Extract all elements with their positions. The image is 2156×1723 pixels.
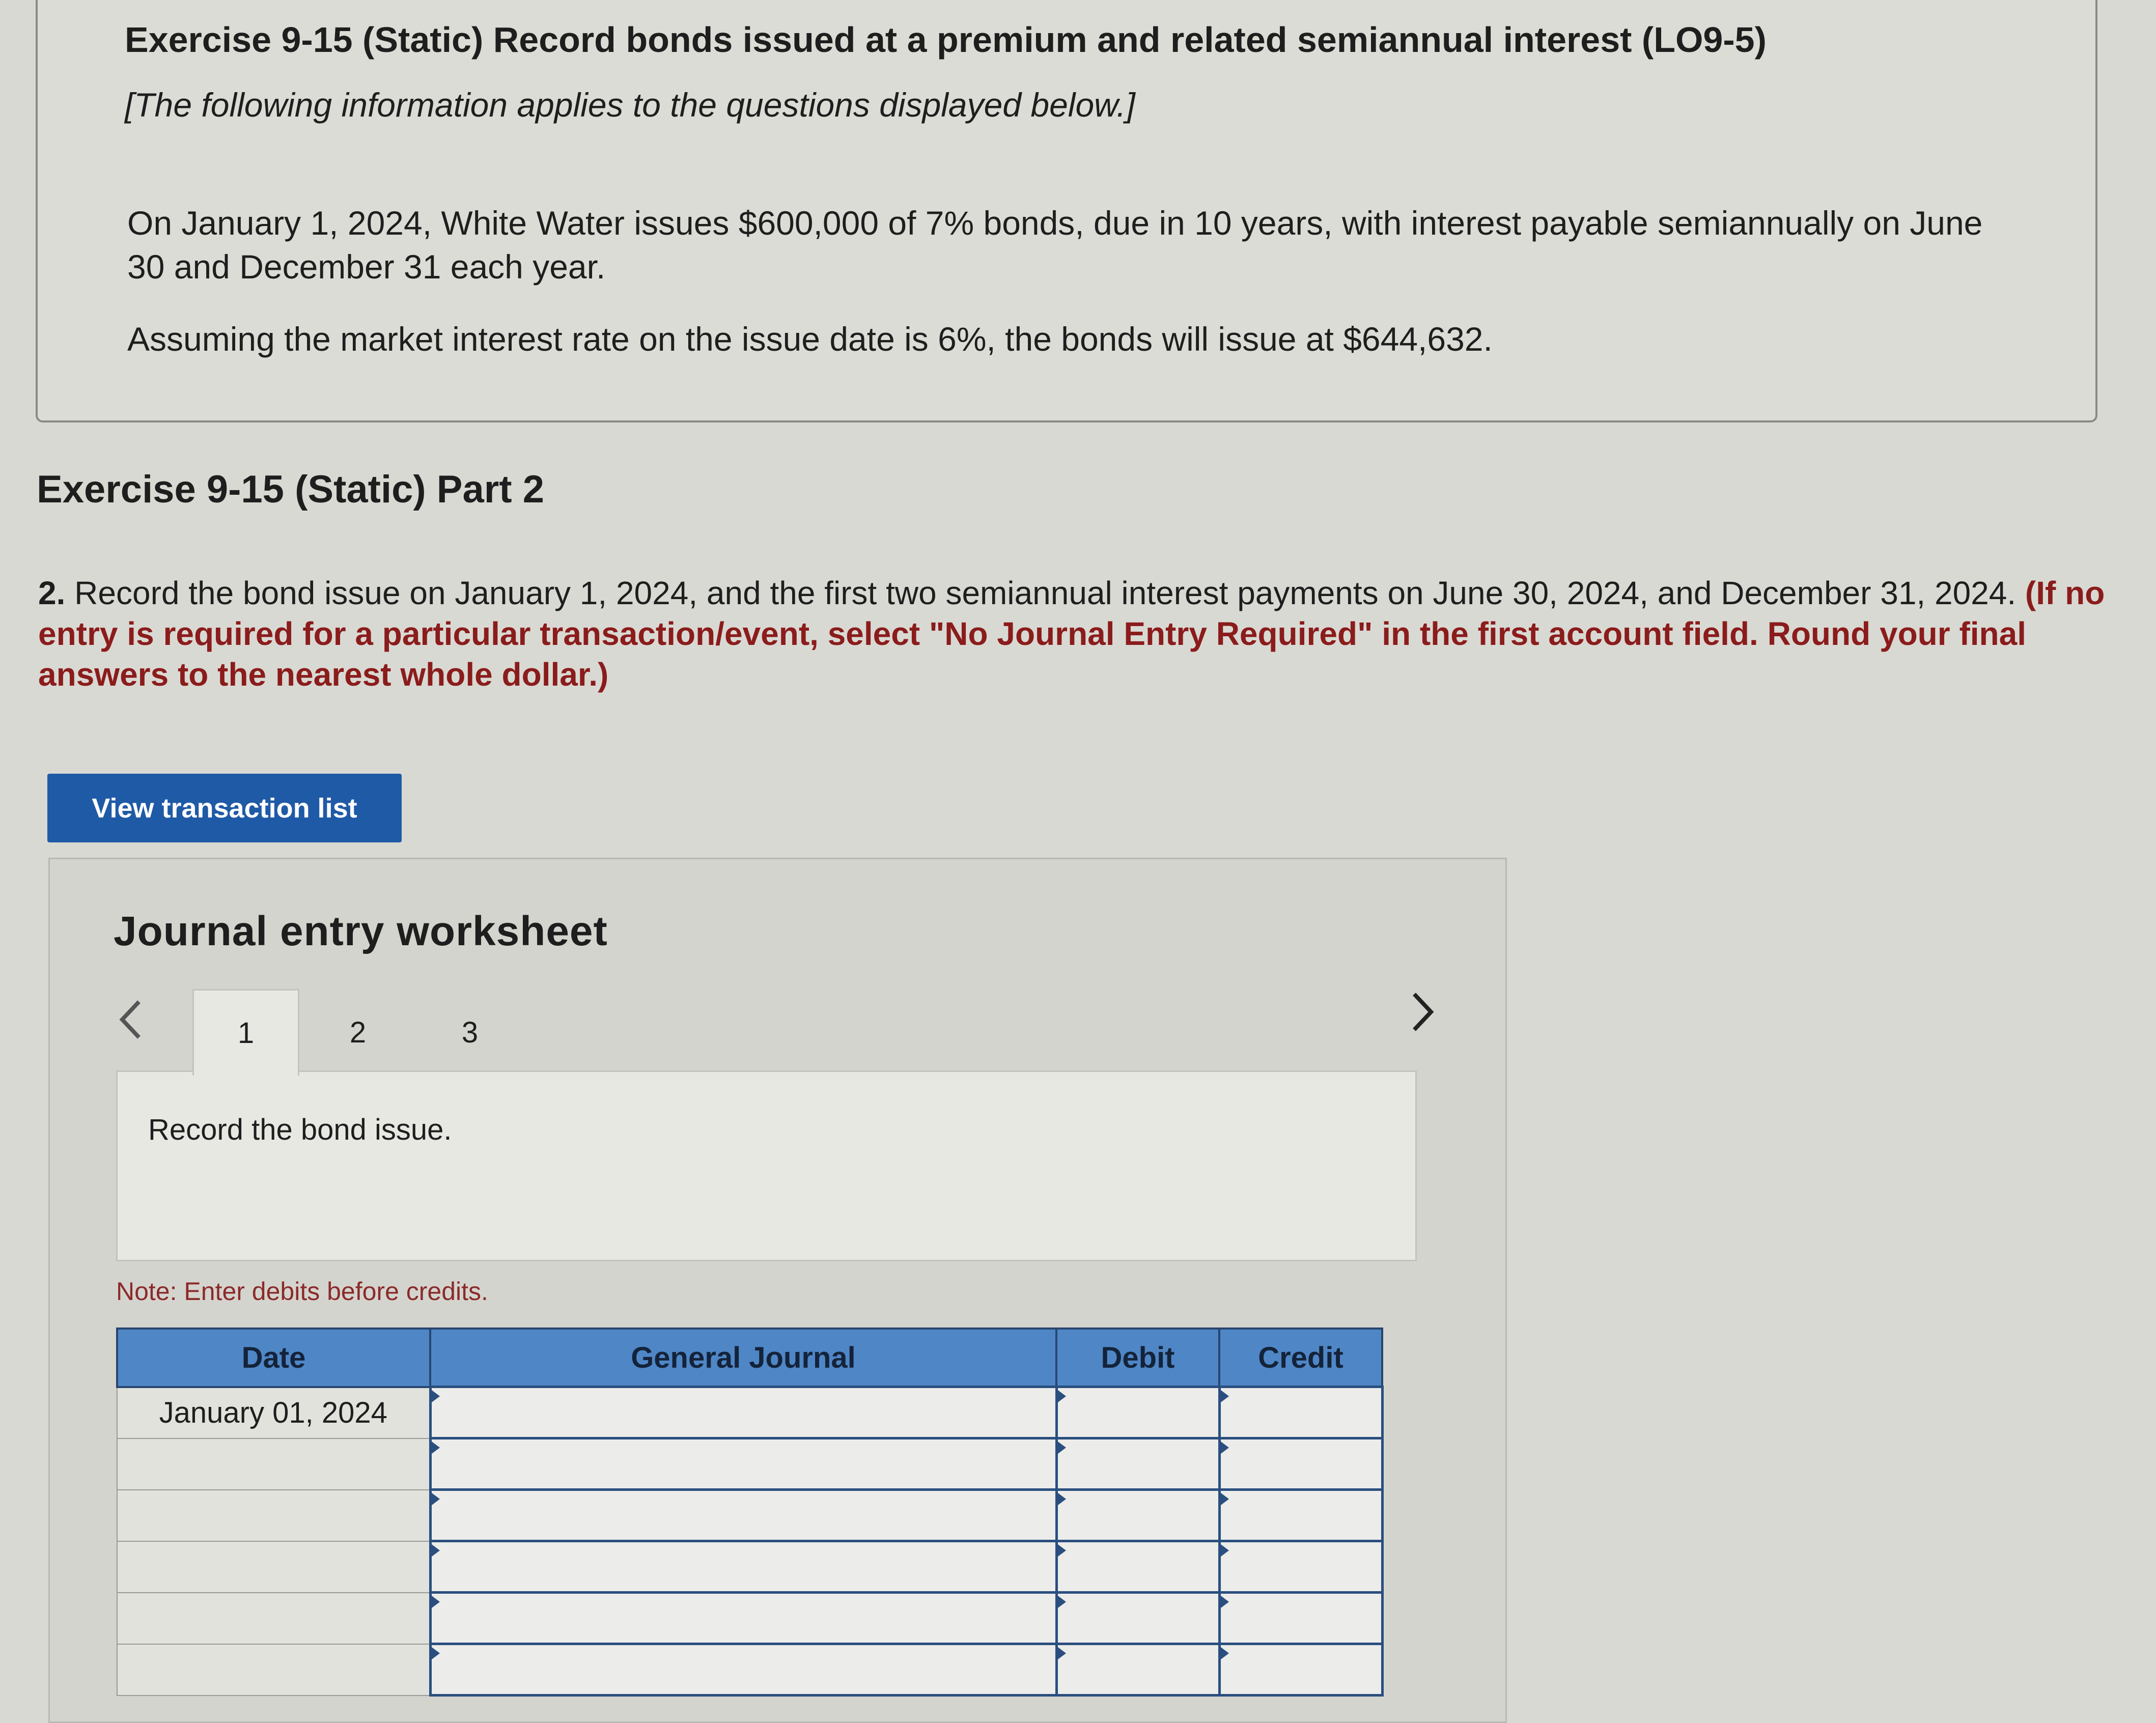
date-cell[interactable] — [117, 1644, 430, 1696]
exercise-paragraph-1: On January 1, 2024, White Water issues $600,000 of 7% bonds, due in 10 years, with interest payable semiannually on June 30 and December 31 each year. — [127, 204, 1983, 286]
dropdown-marker-icon — [1221, 1596, 1229, 1608]
column-header-general-journal: General Journal — [430, 1329, 1056, 1387]
credit-field[interactable] — [1219, 1387, 1382, 1438]
date-cell[interactable] — [117, 1593, 430, 1644]
dropdown-marker-icon — [1058, 1390, 1066, 1402]
dropdown-marker-icon — [1221, 1493, 1229, 1505]
table-row — [117, 1644, 1382, 1696]
account-field[interactable] — [430, 1490, 1056, 1541]
question-number: 2. — [38, 575, 66, 611]
view-transaction-list-button[interactable]: View transaction list — [47, 774, 402, 842]
table-row — [117, 1593, 1382, 1644]
column-header-credit: Credit — [1219, 1329, 1382, 1387]
dropdown-marker-icon — [1058, 1442, 1066, 1454]
journal-entry-worksheet — [48, 858, 1507, 1723]
debit-field[interactable] — [1056, 1387, 1219, 1438]
debit-field[interactable] — [1056, 1644, 1219, 1696]
question-body: Record the bond issue on January 1, 2024, and the first two semiannual interest payments on June 30, 2024, and December 31, 2024. — [65, 575, 2025, 611]
entry-note: Note: Enter debits before credits. — [116, 1277, 488, 1306]
account-field[interactable] — [430, 1593, 1056, 1644]
chevron-right-icon[interactable] — [1407, 989, 1437, 1044]
dropdown-marker-icon — [432, 1442, 440, 1454]
exercise-paragraph-2: Assuming the market interest rate on the issue date is 6%, the bonds will issue at $644,632. — [127, 320, 1493, 358]
account-field[interactable] — [430, 1438, 1056, 1490]
dropdown-marker-icon — [1221, 1390, 1229, 1402]
exercise-subtitle: [The following information applies to the questions displayed below.] — [125, 86, 1135, 124]
account-field[interactable] — [430, 1541, 1056, 1593]
table-row — [117, 1541, 1382, 1593]
date-cell[interactable] — [117, 1438, 430, 1490]
transaction-description-box — [116, 1070, 1417, 1261]
account-field[interactable] — [430, 1644, 1056, 1696]
credit-field[interactable] — [1219, 1644, 1382, 1696]
tab-3[interactable]: 3 — [461, 1015, 479, 1049]
dropdown-marker-icon — [432, 1493, 440, 1505]
question-instruction: (If no entry is required for a particular transaction/event, select "No Journal Entry Required" in the first account field. Round your final answers to the nearest whole dollar.) — [38, 575, 2105, 693]
journal-table — [116, 1327, 1384, 1697]
date-cell[interactable]: January 01, 2024 — [117, 1387, 430, 1438]
debit-field[interactable] — [1056, 1438, 1219, 1490]
dropdown-marker-icon — [1058, 1596, 1066, 1608]
debit-field[interactable] — [1056, 1541, 1219, 1593]
column-header-date: Date — [117, 1329, 430, 1387]
worksheet-title: Journal entry worksheet — [114, 908, 608, 954]
debit-field[interactable] — [1056, 1593, 1219, 1644]
question-text — [38, 573, 2115, 695]
chevron-left-icon[interactable] — [116, 997, 147, 1052]
column-header-debit: Debit — [1056, 1329, 1219, 1387]
tab-2[interactable]: 2 — [349, 1015, 367, 1049]
dropdown-marker-icon — [432, 1647, 440, 1659]
credit-field[interactable] — [1219, 1438, 1382, 1490]
dropdown-marker-icon — [1221, 1647, 1229, 1659]
table-row — [117, 1438, 1382, 1490]
part-title: Exercise 9-15 (Static) Part 2 — [37, 468, 544, 511]
dropdown-marker-icon — [1221, 1442, 1229, 1454]
date-cell[interactable] — [117, 1541, 430, 1593]
table-row — [117, 1490, 1382, 1541]
dropdown-marker-icon — [1058, 1493, 1066, 1505]
credit-field[interactable] — [1219, 1541, 1382, 1593]
table-row — [117, 1387, 1382, 1438]
tab-1[interactable]: 1 — [192, 989, 299, 1076]
credit-field[interactable] — [1219, 1490, 1382, 1541]
transaction-description: Record the bond issue. — [148, 1113, 452, 1146]
dropdown-marker-icon — [1058, 1647, 1066, 1659]
exercise-title: Exercise 9-15 (Static) Record bonds issued at a premium and related semiannual interest (LO9-5) — [125, 20, 1767, 60]
dropdown-marker-icon — [1058, 1544, 1066, 1557]
account-field[interactable] — [430, 1387, 1056, 1438]
debit-field[interactable] — [1056, 1490, 1219, 1541]
credit-field[interactable] — [1219, 1593, 1382, 1644]
dropdown-marker-icon — [432, 1596, 440, 1608]
dropdown-marker-icon — [432, 1390, 440, 1402]
dropdown-marker-icon — [432, 1544, 440, 1557]
date-cell[interactable] — [117, 1490, 430, 1541]
dropdown-marker-icon — [1221, 1544, 1229, 1557]
